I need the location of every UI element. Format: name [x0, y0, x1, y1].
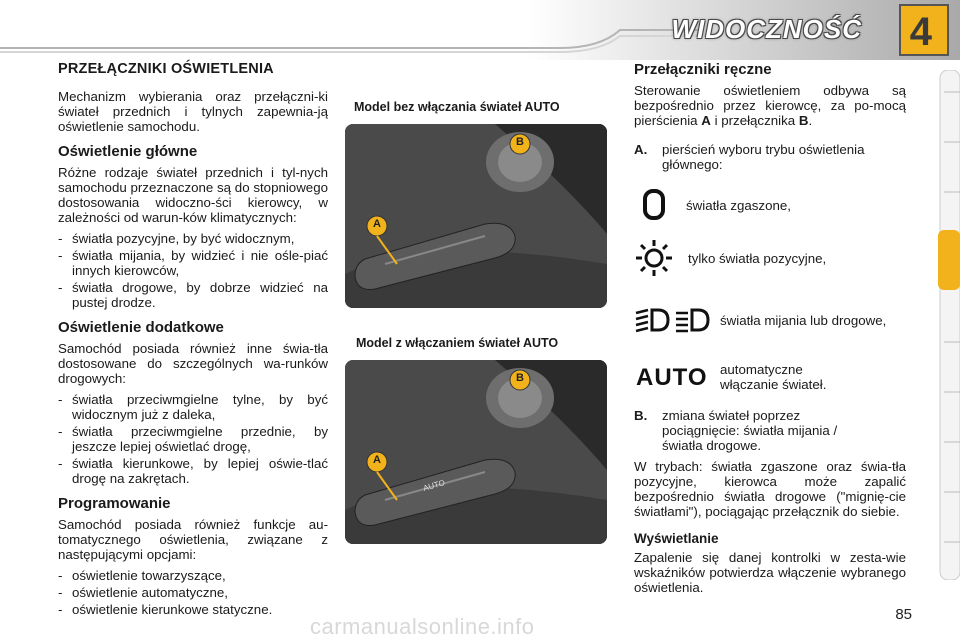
list-item: - światła drogowe, by dobrze widzieć na pustej drodze.: [58, 280, 328, 310]
mode-text: światła mijania lub drogowe,: [720, 312, 887, 328]
extra-lighting-list: [58, 392, 328, 486]
item-b: [634, 408, 906, 453]
chapter-number: 4: [909, 10, 932, 54]
list-item: - oświetlenie automatyczne,: [58, 585, 328, 600]
list-item: - oświetlenie towarzyszące,: [58, 568, 328, 583]
extra-lighting-text: Samochód posiada również inne świa-tła dostosowane do szczególnych wa-runków drogowych:: [58, 341, 328, 386]
stalk-illustration: [345, 124, 607, 308]
mode-lights-off: [640, 188, 791, 222]
left-column: [58, 62, 328, 621]
list-item: - światła przeciwmgielne przednie, by jeszcze lepiej oświetlać drogę,: [58, 424, 328, 454]
mode-sidelights: [634, 238, 826, 278]
item-a: [634, 142, 906, 172]
display-heading: Wyświetlanie: [634, 531, 719, 546]
main-lighting-list: [58, 231, 328, 310]
mode-text: automatyczne włączanie świateł.: [720, 362, 827, 392]
label-a-top: A: [373, 218, 381, 230]
sidelights-icon: [634, 238, 674, 278]
item-a-label: A.: [634, 142, 648, 157]
stalk-illustration: [345, 360, 607, 544]
stalk-photo-with-auto: [345, 360, 607, 544]
stalk-auto-marking: AUTO: [422, 478, 446, 493]
programming-list: [58, 568, 328, 617]
intro-text: Mechanizm wybierania oraz przełączni-ki świateł przednich i tylnych zapewnia-ją oświetlenie samochodu.: [58, 89, 328, 134]
right-column: [634, 62, 906, 172]
manual-switches-intro: Sterowanie oświetleniem odbywa są bezpośrednio przez kierowcę, za po-mocą pierścienia A i przełącznika B.: [634, 83, 906, 128]
list-item: - światła pozycyjne, by być widocznym,: [58, 231, 328, 246]
item-a-text: pierścień wyboru trybu oświetlenia głównego:: [662, 142, 865, 172]
chapter-title: WIDOCZNOŚĆ: [671, 14, 862, 44]
label-b-top: B: [516, 136, 524, 148]
manual-switches-heading: Przełączniki ręczne: [634, 61, 772, 78]
list-item: - światła kierunkowe, by lepiej oświe-tlać drogę na zakrętach.: [58, 456, 328, 486]
mode-text: tylko światła pozycyjne,: [688, 250, 827, 266]
lights-off-icon: [640, 188, 670, 222]
main-lighting-heading: Oświetlenie główne: [58, 143, 198, 160]
mode-auto: [636, 362, 860, 392]
label-b-bottom: B: [516, 372, 524, 384]
item-b-label: B.: [634, 408, 648, 423]
dipped-main-beam-icon: [634, 307, 712, 333]
chapter-tab-strip: [938, 70, 960, 580]
caption-model-without-auto: Model bez włączania świateł AUTO: [354, 100, 560, 114]
right-column-lower: [634, 408, 906, 601]
list-item: - światła przeciwmgielne tylne, by być widocznym już z daleka,: [58, 392, 328, 422]
list-item: - światła mijania, by widzieć i nie ośle-piać innych kierowców,: [58, 248, 328, 278]
programming-heading: Programowanie: [58, 495, 171, 512]
list-item: - oświetlenie kierunkowe statyczne.: [58, 602, 328, 617]
mode-text: światła zgaszone,: [686, 197, 791, 213]
label-a-bottom: A: [373, 454, 381, 466]
display-text: Zapalenie się danej kontrolki w zesta-wie wskaźników potwierdza włączenie wybranego oświetlenia.: [634, 550, 906, 595]
main-lighting-text: Różne rodzaje świateł przednich i tyl-nych samochodu przeznaczone są do stopniowego dostosowania widoczno-ści kierowcy, w zależności od warun-ków klimatycznych:: [58, 165, 328, 225]
item-b-text: zmiana świateł poprzez pociągnięcie: światła mijania / światła drogowe.: [662, 408, 838, 453]
mode-dipped-main: [634, 307, 886, 333]
modes-note: W trybach: światła zgaszone oraz świa-tła pozycyjne, kierowca może zapalić bezpośrednio światła drogowe ("mignię-cie światłami"), pociągając przełącznik do siebie.: [634, 459, 906, 519]
auto-lights-icon: AUTO: [636, 364, 708, 391]
section-title: PRZEŁĄCZNIKI OŚWIETLENIA: [58, 61, 274, 77]
programming-text: Samochód posiada również funkcje au-tomatycznego oświetlenia, związane z następującymi opcjami:: [58, 517, 328, 562]
page-number: 85: [895, 606, 912, 623]
caption-model-with-auto: Model z włączaniem świateł AUTO: [356, 336, 559, 350]
watermark: carmanualsonline.info: [310, 614, 535, 639]
extra-lighting-heading: Oświetlenie dodatkowe: [58, 319, 224, 336]
stalk-photo-without-auto: [345, 124, 607, 308]
